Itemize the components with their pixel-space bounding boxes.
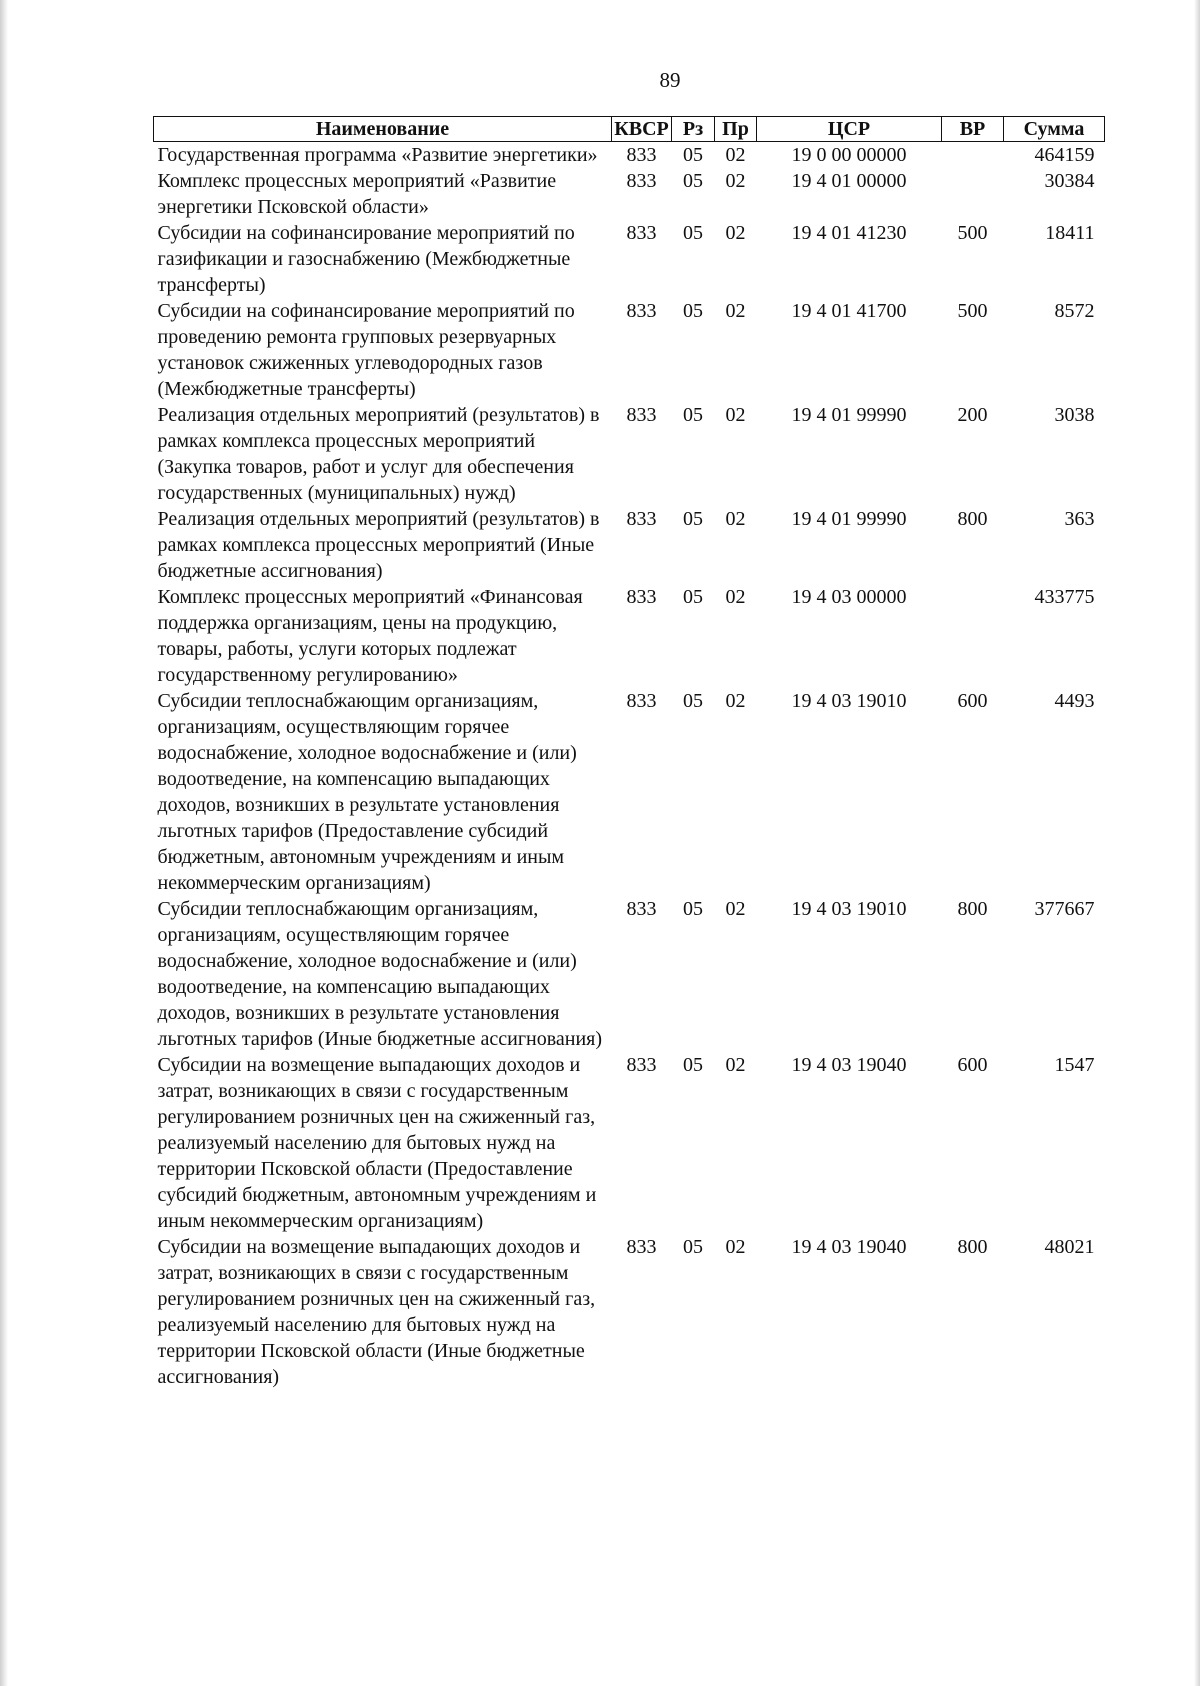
row-csr: 19 4 01 00000 [791, 170, 907, 192]
table-row [154, 896, 1105, 1052]
row-csr: 19 4 03 00000 [791, 586, 907, 608]
table-header [154, 117, 1105, 142]
table-row [154, 168, 1105, 220]
table-row [154, 402, 1105, 506]
row-kvsr: 833 [626, 508, 657, 530]
table-row [154, 1052, 1105, 1234]
row-name: Субсидии на возмещение выпадающих доходов и затрат, возникающих в связи с государственным регулированием розничных цен на сжиженный газ, реализуемый населению для бытовых нужд на территории Псковской области (Иные бюджетные ассигнования) [157, 1236, 596, 1388]
row-csr: 19 4 03 19040 [791, 1054, 907, 1076]
header-vr: ВР [942, 117, 1004, 142]
row-name: Комплекс процессных мероприятий «Финансовая поддержка организациям, цены на продукцию, товары, работы, услуги которых подлежат государственному регулированию» [157, 586, 583, 686]
row-vr: 600 [957, 690, 988, 712]
row-csr: 19 4 01 41700 [791, 300, 907, 322]
row-rz: 05 [683, 404, 703, 426]
row-rz: 05 [683, 222, 703, 244]
row-rz: 05 [683, 898, 703, 920]
row-sum: 30384 [1044, 170, 1095, 192]
row-kvsr: 833 [626, 222, 657, 244]
row-name: Комплекс процессных мероприятий «Развитие энергетики Псковской области» [157, 170, 557, 218]
row-pr: 02 [725, 170, 746, 192]
row-sum: 363 [1064, 508, 1095, 530]
table-row [154, 142, 1105, 169]
row-vr: 500 [957, 300, 988, 322]
row-name: Реализация отдельных мероприятий (результатов) в рамках комплекса процессных мероприятий (Иные бюджетные ассигнования) [157, 508, 600, 582]
row-sum: 18411 [1045, 222, 1095, 244]
row-kvsr: 833 [626, 1236, 657, 1258]
row-name: Субсидии на софинансирование мероприятий по газификации и газоснабжению (Межбюджетные трансферты) [157, 222, 575, 296]
row-name: Реализация отдельных мероприятий (результатов) в рамках комплекса процессных мероприятий (Закупка товаров, работ и услуг для обеспечения государственных (муниципальных) нужд) [157, 404, 600, 504]
row-vr [942, 584, 1004, 688]
row-rz: 05 [683, 690, 703, 712]
row-pr: 02 [725, 222, 746, 244]
row-sum: 464159 [1034, 144, 1095, 166]
row-rz: 05 [683, 300, 703, 322]
row-kvsr: 833 [626, 170, 657, 192]
row-sum: 4493 [1054, 690, 1095, 712]
header-rz: Рз [672, 117, 715, 142]
row-pr: 02 [725, 1236, 746, 1258]
row-rz: 05 [683, 1236, 703, 1258]
table-row [154, 1234, 1105, 1390]
row-sum: 3038 [1054, 404, 1095, 426]
row-kvsr: 833 [626, 300, 657, 322]
row-pr: 02 [725, 508, 746, 530]
row-name: Субсидии теплоснабжающим организациям, организациям, осуществляющим горячее водоснабжение, холодное водоснабжение и (или) водоотведение, на компенсацию выпадающих доходов, возникших в результате установления льготных тарифов (Иные бюджетные ассигнования) [157, 898, 603, 1050]
table-row [154, 584, 1105, 688]
row-pr: 02 [725, 898, 746, 920]
row-pr: 02 [725, 690, 746, 712]
row-csr: 19 4 01 99990 [791, 508, 907, 530]
page-number: 89 [659, 68, 681, 92]
scan-edge-right [1194, 0, 1200, 1686]
row-vr: 500 [957, 222, 988, 244]
row-vr: 800 [957, 1236, 988, 1258]
row-csr: 19 4 03 19010 [791, 898, 907, 920]
row-pr: 02 [725, 144, 746, 166]
header-sum: Сумма [1004, 117, 1105, 142]
row-name: Субсидии теплоснабжающим организациям, организациям, осуществляющим горячее водоснабжение, холодное водоснабжение и (или) водоотведение, на компенсацию выпадающих доходов, возникших в результате установления льготных тарифов (Предоставление субсидий бюджетным, автономным учреждениям и иным некоммерческим организациям) [157, 690, 577, 894]
row-sum: 48021 [1044, 1236, 1095, 1258]
row-vr: 800 [957, 898, 988, 920]
row-pr: 02 [725, 586, 746, 608]
row-csr: 19 4 01 99990 [791, 404, 907, 426]
row-kvsr: 833 [626, 1054, 657, 1076]
budget-table [153, 116, 1105, 1390]
row-vr [942, 168, 1004, 220]
row-vr: 800 [957, 508, 988, 530]
row-vr: 600 [957, 1054, 988, 1076]
row-rz: 05 [683, 170, 703, 192]
table-row [154, 220, 1105, 298]
row-pr: 02 [725, 300, 746, 322]
row-kvsr: 833 [626, 144, 657, 166]
row-rz: 05 [683, 508, 703, 530]
row-csr: 19 0 00 00000 [791, 144, 907, 166]
row-kvsr: 833 [626, 690, 657, 712]
scan-edge-left [0, 0, 8, 1686]
row-pr: 02 [725, 1054, 746, 1076]
row-sum: 377667 [1034, 898, 1095, 920]
row-sum: 8572 [1054, 300, 1095, 322]
table-row [154, 298, 1105, 402]
table-row [154, 506, 1105, 584]
row-kvsr: 833 [626, 404, 657, 426]
row-sum: 433775 [1034, 586, 1095, 608]
row-kvsr: 833 [626, 898, 657, 920]
row-name: Субсидии на возмещение выпадающих доходов и затрат, возникающих в связи с государственным регулированием розничных цен на сжиженный газ, реализуемый населению для бытовых нужд на территории Псковской области (Предоставление субсидий бюджетным, автономным учреждениям и иным некоммерческим организациям) [157, 1054, 597, 1232]
row-rz: 05 [683, 586, 703, 608]
row-kvsr: 833 [626, 586, 657, 608]
header-csr: ЦСР [757, 117, 942, 142]
header-kvsr: КВСР [612, 117, 672, 142]
header-pr: Пр [715, 117, 757, 142]
table-row [154, 688, 1105, 896]
row-sum: 1547 [1054, 1054, 1095, 1076]
table-body [154, 142, 1105, 1391]
header-name: Наименование [154, 117, 612, 142]
row-rz: 05 [683, 144, 703, 166]
row-csr: 19 4 03 19010 [791, 690, 907, 712]
row-name: Государственная программа «Развитие энергетики» [157, 144, 598, 166]
row-rz: 05 [683, 1054, 703, 1076]
row-csr: 19 4 01 41230 [791, 222, 907, 244]
row-pr: 02 [725, 404, 746, 426]
row-csr: 19 4 03 19040 [791, 1236, 907, 1258]
header-row [154, 117, 1105, 142]
row-name: Субсидии на софинансирование мероприятий по проведению ремонта групповых резервуарных установок сжиженных углеводородных газов (Межбюджетные трансферты) [157, 300, 575, 400]
row-vr: 200 [957, 404, 988, 426]
row-vr [942, 142, 1004, 169]
